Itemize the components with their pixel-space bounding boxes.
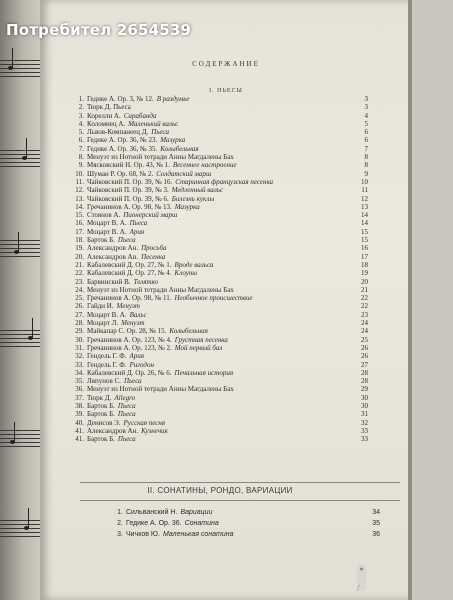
entry-page-number: 6 (364, 128, 368, 137)
adjacent-sheet-music-page (0, 0, 40, 600)
entry-work-title: Болезнь куклы (171, 194, 215, 203)
entry-work-title: Менуэт (116, 302, 140, 311)
entry-composer-text: Гендель Г. Ф. (87, 360, 127, 369)
contents-entry (72, 435, 368, 443)
entry-composer (87, 145, 199, 153)
contents-entry (72, 377, 368, 385)
contents-entry (72, 336, 368, 344)
contents-entry (72, 269, 368, 277)
entry-composer-text: Корелли А. (87, 111, 121, 120)
entry-work-title: Маленький вальс (128, 119, 179, 128)
entry-number: 21. (75, 260, 84, 269)
entry-work-title: Пионерский марш (123, 211, 178, 220)
entry-composer (87, 394, 135, 402)
contents-entry (72, 103, 368, 111)
entry-page-number: 5 (364, 119, 368, 128)
entry-composer-text: Моцарт В. А. (87, 227, 127, 236)
contents-entry (72, 170, 368, 178)
entry-composer-text: Гречанинов А. Ор. 98, № 13. (87, 202, 172, 211)
entry-composer-text: Тюрк Д. Пьеса (87, 103, 131, 112)
entry-page-number: 9 (364, 169, 368, 178)
contents-entry (72, 311, 368, 319)
entry-composer-text: Сильванский Н. (126, 509, 178, 516)
entry-composer-text: Денисов Э. (87, 418, 121, 427)
entry-composer (87, 286, 234, 294)
contents-entry (72, 361, 368, 369)
entry-work-title: Пьеса (151, 128, 169, 137)
entry-page-number: 22 (361, 294, 368, 303)
entry-work-title: Вариации (180, 509, 213, 516)
contents-entry (72, 385, 368, 393)
contents-entry (72, 319, 368, 327)
entry-work-title: Вроде вальса (174, 260, 214, 269)
entry-composer (87, 427, 168, 435)
entry-page-number: 33 (361, 426, 368, 435)
entry-composer-text: Менуэт из Нотной тетради Анны Магдалены Бах (87, 385, 234, 394)
entry-number: 16. (75, 219, 84, 228)
entry-page-number: 34 (372, 509, 380, 516)
entry-page-number: 8 (364, 161, 368, 170)
contents-entry (72, 394, 368, 402)
entry-composer (87, 410, 136, 418)
entry-work-title: Вальс (129, 310, 147, 319)
entry-number: 10. (75, 169, 84, 178)
entry-number: 2. (117, 520, 123, 527)
entry-number: 5. (78, 128, 84, 137)
entry-composer (87, 361, 154, 369)
entry-page-number: 24 (361, 327, 368, 336)
entry-page-number: 4 (364, 111, 368, 120)
entry-page-number: 30 (361, 401, 368, 410)
entry-composer (126, 518, 219, 529)
entry-composer (87, 302, 140, 310)
entry-work-title: Просьба (141, 244, 167, 253)
entry-composer-text: Кабалевский Д. Ор. 26, № 6. (87, 368, 172, 377)
entry-number: 33. (75, 360, 84, 369)
entry-page-number: 24 (361, 319, 368, 328)
contents-entry (72, 286, 368, 294)
entry-page-number: 31 (361, 410, 368, 419)
entry-number: 2. (78, 103, 84, 112)
entry-composer-text: Моцарт В. А. (87, 310, 127, 319)
entry-number: 26. (75, 302, 84, 311)
entry-composer (87, 336, 228, 344)
entry-work-title: Пьеса (117, 236, 136, 245)
entry-work-title: Колыбельная (160, 144, 199, 153)
entry-composer (87, 369, 233, 377)
entry-composer-text: Чайковский П. Ор. 39, № 16. (87, 177, 173, 186)
entry-page-number: 17 (361, 252, 368, 261)
entry-composer (87, 170, 211, 178)
entry-number: 9. (78, 161, 84, 170)
entry-page-number: 3 (364, 103, 368, 112)
contents-entry (72, 112, 368, 120)
entry-composer-text: Гедике А. Ор. 36, № 23. (87, 136, 158, 145)
entry-composer-text: Гедике А. Ор. 3, № 12. (87, 95, 154, 103)
entry-work-title: Ария (129, 352, 145, 361)
entry-composer-text: Барток Б. (87, 410, 115, 419)
entry-page-number: 27 (361, 360, 368, 369)
contents-entry (72, 178, 368, 186)
entry-work-title: Пьеса (123, 377, 142, 386)
section-divider (80, 482, 400, 483)
entry-page-number: 23 (361, 310, 368, 319)
contents-entry (72, 352, 368, 360)
entry-page-number: 22 (361, 302, 368, 311)
entry-composer (87, 136, 185, 144)
entry-composer-text: Гречанинов А. Ор. 123, № 2. (87, 343, 172, 352)
entry-work-title: Медленный вальс (171, 186, 224, 195)
entry-number: 30. (75, 335, 84, 344)
entry-composer (87, 311, 147, 319)
entry-composer-text: Шуман Р. Ор. 68, № 2. (87, 169, 154, 178)
entry-composer-text: Тюрк Д. (87, 393, 112, 402)
contents-entry (72, 136, 368, 144)
contents-entry (72, 203, 368, 211)
entry-work-title: В раздумье (156, 95, 190, 103)
entry-composer (87, 120, 178, 128)
entry-work-title: Сонатина (184, 520, 219, 527)
entry-composer (87, 278, 158, 286)
entry-number: 32. (75, 352, 84, 361)
entry-work-title: Мазурка (160, 136, 186, 145)
entry-number: 29. (75, 327, 84, 336)
entry-composer-text: Барвинский В. (87, 277, 131, 286)
entry-composer-text: Кабалевский Д. Ор. 27, № 1. (87, 260, 172, 269)
entry-composer (87, 402, 136, 410)
entry-composer-text: Чичков Ю. (126, 531, 160, 538)
entry-composer-text: Майкапар С. Ор. 28, № 15. (87, 327, 167, 336)
entry-work-title: Пьеса (117, 410, 136, 419)
entry-composer-text: Барток Б. (87, 236, 115, 245)
entry-number: 37. (75, 393, 84, 402)
entry-composer (87, 228, 144, 236)
entry-number: 36. (75, 385, 84, 394)
entry-page-number: 28 (361, 377, 368, 386)
entry-number: 1. (117, 509, 123, 516)
entry-work-title: Телятко (133, 277, 159, 286)
contents-entry (115, 518, 380, 529)
entry-composer-text: Александров Ан. (87, 426, 139, 435)
entry-work-title: Allegro (114, 393, 136, 402)
entry-composer-text: Барток Б. (87, 401, 115, 410)
contents-entry (72, 186, 368, 194)
entry-number: 4. (78, 119, 84, 128)
entry-number: 25. (75, 294, 84, 303)
entry-page-number: 20 (361, 277, 368, 286)
entry-page-number: 33 (361, 435, 368, 444)
entry-composer-text: Александров Ан. (87, 244, 139, 253)
entry-number: 41. (75, 435, 84, 444)
contents-entry (72, 219, 368, 227)
contents-entry (72, 145, 368, 153)
user-watermark: Потребител 2654539 (6, 21, 192, 39)
entry-composer-text: Чайковский П. Ор. 39, № 3. (87, 186, 169, 195)
entry-page-number: 29 (361, 385, 368, 394)
entry-number: 24. (75, 285, 84, 294)
entry-page-number: 7 (364, 144, 368, 153)
entry-number: 7. (78, 144, 84, 153)
table-of-contents-page (40, 0, 412, 600)
entry-work-title: Кузнечик (141, 426, 168, 435)
contents-entry (72, 402, 368, 410)
entry-composer (87, 419, 165, 427)
contents-entry (72, 427, 368, 435)
entry-number: 20. (75, 252, 84, 261)
entry-composer (87, 327, 208, 335)
entry-page-number: 26 (361, 343, 368, 352)
entry-composer (87, 236, 136, 244)
entry-page-number: 21 (361, 285, 368, 294)
contents-entry (72, 153, 368, 161)
entry-page-number: 3 (364, 95, 368, 103)
entry-composer (87, 377, 142, 385)
contents-entry (72, 261, 368, 269)
contents-entry (72, 228, 368, 236)
contents-entry (72, 211, 368, 219)
entry-composer (87, 186, 223, 194)
entry-number: 35. (75, 377, 84, 386)
contents-entry (72, 120, 368, 128)
entry-number: 34. (75, 368, 84, 377)
entry-number: 40. (75, 418, 84, 427)
entry-page-number: 13 (361, 202, 368, 211)
contents-entry (72, 128, 368, 136)
entry-composer-text: Моцарт В. А. (87, 219, 127, 228)
entry-composer (87, 128, 169, 136)
entry-number: 41. (75, 426, 84, 435)
entry-composer (87, 352, 144, 360)
entry-composer (87, 178, 273, 186)
entry-composer-text: Мясковский Н. Ор. 43, № 1. (87, 161, 170, 170)
entry-composer (87, 319, 145, 327)
entry-work-title: Мазурка (174, 202, 200, 211)
entry-work-title: Менуэт (121, 319, 145, 328)
entry-page-number: 16 (361, 244, 368, 253)
contents-entry (72, 419, 368, 427)
entry-work-title: Русская песня (123, 418, 166, 427)
entry-page-number: 32 (361, 418, 368, 427)
contents-entry (72, 95, 368, 103)
contents-list-pieces (72, 95, 368, 443)
entry-composer (87, 161, 237, 169)
entry-work-title: Ригодон (129, 360, 154, 369)
entry-composer-text: Гедике А. Ор. 36, № 35. (87, 144, 158, 153)
entry-composer-text: Гедике А. Ор. 36. (126, 520, 182, 527)
entry-work-title: Весеннее настроение (172, 161, 237, 170)
entry-page-number: 8 (364, 153, 368, 162)
contents-entry (72, 369, 368, 377)
contents-entry (72, 302, 368, 310)
entry-page-number: 11 (361, 186, 368, 195)
section-divider (80, 500, 400, 501)
contents-entry (72, 410, 368, 418)
contents-entry (72, 294, 368, 302)
entry-page-number: 6 (364, 136, 368, 145)
entry-composer (87, 211, 177, 219)
entry-number: 1. (78, 95, 84, 103)
entry-composer (87, 244, 166, 252)
background-surface (412, 0, 453, 600)
contents-list-sonatinas (115, 507, 380, 540)
section-heading-sonatinas: II. СОНАТИНЫ, РОНДО, ВАРИАЦИИ (147, 486, 293, 495)
entry-page-number: 26 (361, 352, 368, 361)
contents-entry (72, 161, 368, 169)
entry-page-number: 14 (361, 211, 368, 220)
entry-composer-text: Гречанинов А. Ор. 98, № 11. (87, 294, 172, 303)
entry-composer (87, 344, 222, 352)
entry-work-title: Ария (129, 227, 145, 236)
entry-page-number: 14 (361, 219, 368, 228)
entry-composer (87, 261, 213, 269)
entry-work-title: Колыбельная (169, 327, 208, 336)
entry-composer-text: Гречанинов А. Ор. 123, № 4. (87, 335, 172, 344)
entry-composer-text: Кабалевский Д. Ор. 27, № 4. (87, 269, 172, 278)
contents-entry (115, 529, 380, 540)
entry-composer-text: Гендель Г. Ф. (87, 352, 127, 361)
entry-composer (87, 103, 131, 111)
entry-composer-text: Гайдн И. (87, 302, 114, 311)
entry-number: 15. (75, 211, 84, 220)
entry-work-title: Мой первый бал (174, 343, 223, 352)
entry-page-number: 10 (361, 177, 368, 186)
entry-work-title: Необычное происшествие (174, 294, 253, 303)
entry-number: 17. (75, 227, 84, 236)
entry-work-title: Солдатский марш (156, 169, 212, 178)
entry-composer (87, 385, 234, 393)
entry-page-number: 28 (361, 368, 368, 377)
entry-number: 39. (75, 410, 84, 419)
entry-number: 27. (75, 310, 84, 319)
entry-composer (87, 294, 253, 302)
entry-composer-text: Львов-Компанеец Д. (87, 128, 149, 137)
entry-number: 11. (75, 177, 84, 186)
contents-entry (72, 253, 368, 261)
entry-work-title: Песенка (141, 252, 166, 261)
entry-page-number: 19 (361, 269, 368, 278)
entry-page-number: 18 (361, 260, 368, 269)
entry-page-number: 35 (372, 520, 380, 527)
entry-work-title: Грустная песенка (174, 335, 228, 344)
entry-number: 28. (75, 319, 84, 328)
entry-composer-text: Менуэт из Нотной тетради Анны Магдалены Бах (87, 285, 234, 294)
entry-number: 22. (75, 269, 84, 278)
entry-composer (87, 253, 165, 261)
entry-work-title: Маленькая сонатина (162, 531, 234, 538)
entry-work-title: Пьеса (129, 219, 148, 228)
entry-number: 13. (75, 194, 84, 203)
entry-number: 38. (75, 401, 84, 410)
entry-page-number: 12 (361, 194, 368, 203)
bazar-logo-icon (353, 557, 447, 593)
entry-work-title: Клоуны (174, 269, 198, 278)
contents-title: СОДЕРЖАНИЕ (192, 60, 260, 68)
entry-number: 18. (75, 236, 84, 245)
entry-number: 3. (78, 111, 84, 120)
entry-composer (87, 153, 234, 161)
contents-entry (72, 195, 368, 203)
entry-composer (87, 95, 190, 103)
entry-number: 14. (75, 202, 84, 211)
entry-page-number: 25 (361, 335, 368, 344)
contents-entry (72, 278, 368, 286)
entry-page-number: 30 (361, 393, 368, 402)
entry-number: 31. (75, 343, 84, 352)
entry-work-title: Сарабанда (123, 111, 157, 120)
entry-work-title: Пьеса (117, 401, 136, 410)
entry-composer-text: Коломиец А. (87, 119, 126, 128)
contents-entry (72, 344, 368, 352)
entry-number: 6. (78, 136, 84, 145)
entry-composer (126, 529, 234, 540)
contents-entry (72, 327, 368, 335)
entry-composer-text: Чайковский П. Ор. 39, № 6. (87, 194, 169, 203)
contents-entry (72, 236, 368, 244)
entry-page-number: 36 (372, 531, 380, 538)
entry-composer-text: Менуэт из Нотной тетради Анны Магдалены Бах (87, 153, 234, 162)
entry-work-title: Пьеса (117, 435, 136, 444)
entry-composer-text: Ляпунов С. (87, 377, 121, 386)
entry-number: 3. (117, 531, 123, 538)
entry-composer (126, 507, 212, 518)
entry-composer (87, 435, 136, 443)
entry-composer (87, 269, 197, 277)
entry-composer-text: Стоянов А. (87, 211, 121, 220)
entry-page-number: 15 (361, 236, 368, 245)
entry-composer (87, 195, 214, 203)
entry-number: 8. (78, 153, 84, 162)
entry-work-title: Печальная история (174, 368, 234, 377)
entry-composer (87, 219, 147, 227)
entry-composer (87, 203, 200, 211)
entry-number: 23. (75, 277, 84, 286)
contents-entry (115, 507, 380, 518)
entry-page-number: 15 (361, 227, 368, 236)
entry-work-title: Старинная французская песенка (175, 177, 274, 186)
entry-number: 19. (75, 244, 84, 253)
contents-entry (72, 244, 368, 252)
entry-composer-text: Александров Ан. (87, 252, 139, 261)
entry-number: 12. (75, 186, 84, 195)
entry-composer (87, 112, 156, 120)
entry-composer-text: Моцарт Л. (87, 319, 119, 328)
section-heading-pieces: I. ПЬЕСЫ (209, 88, 243, 94)
entry-composer-text: Барток Б. (87, 435, 115, 444)
